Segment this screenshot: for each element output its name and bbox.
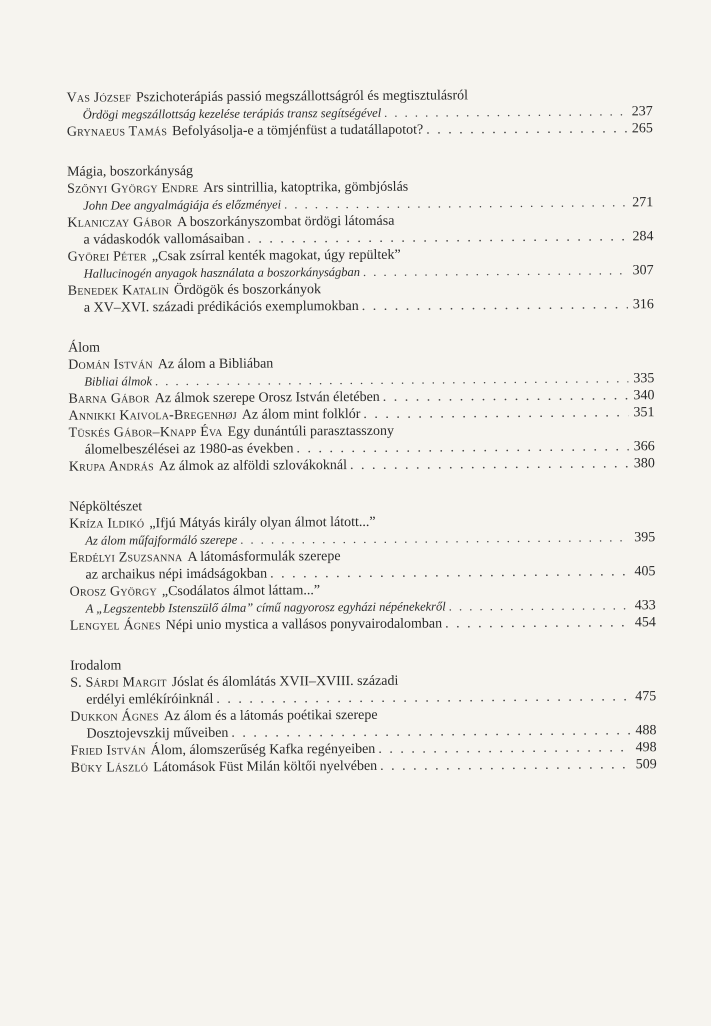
entry-author: Domán István [68,357,153,373]
dot-leader [270,563,630,582]
dot-leader [445,614,630,632]
dot-leader [383,387,629,406]
entry-title: „Csodálatos álmot láttam...” [161,583,321,600]
entry-title: Az álom mint folklór [241,406,361,423]
toc-entry [70,614,656,635]
entry-title: Az álmok az alföldi szlovákoknál [158,458,348,475]
page-number: 307 [632,263,654,279]
toc-entry [69,546,655,584]
entry-title: Pszichoterápiás passió megszállottságról és megtisztulásról [135,88,469,106]
toc-section [68,336,655,476]
page-number: 265 [631,121,653,137]
toc-entry [67,211,653,249]
entry-subtitle-line [68,262,654,283]
entry-title-continued: a XV–XVI. századi prédikációs exemplumokban [83,298,359,316]
page-number: 395 [634,530,656,546]
dot-leader [363,404,628,423]
page-number: 366 [633,439,655,455]
entry-title-continued: a vádaskodók vallomásaiban [83,231,245,248]
dot-leader [296,438,628,457]
entry-author: Györei Péter [67,249,147,265]
entry-first-line [69,455,655,476]
entry-first-line [70,614,656,635]
entry-author: Lengyel Ágnes [69,618,161,634]
page-number: 498 [635,740,657,756]
page-number: 271 [632,195,654,211]
entry-continuation-line [69,563,655,584]
toc-section [70,654,657,777]
toc-entry [68,245,654,283]
dot-leader [216,688,630,708]
entry-author: Büky László [70,760,149,776]
entry-author: Szőnyi György Endre [67,180,199,197]
entry-title: Az álmok szerepe Orosz István életében [154,389,380,407]
entry-author: Erdélyi Zsuzsanna [69,550,183,566]
entry-first-line [71,756,657,777]
page-number: 405 [634,564,656,580]
entry-subtitle: Bibliai álmok [84,374,153,389]
page-number: 475 [635,689,657,705]
entry-title: Az álom és a látomás poétikai szerepe [163,707,378,725]
entry-continuation-line [67,228,653,249]
toc-section [67,160,654,317]
dot-leader [426,120,627,138]
dot-leader [380,756,631,775]
toc-entry [69,455,655,476]
section-heading: Népköltészet [69,499,143,515]
dot-leader [363,262,628,281]
entry-title-continued: Dosztojevszkij műveiben [86,725,229,742]
section-heading: Álom [68,340,101,356]
entry-subtitle-line [69,529,655,550]
section-heading: Mágia, boszorkányság [67,163,194,180]
toc-entry [69,421,655,459]
entry-author: Fried István [70,743,146,759]
dot-leader [350,455,629,474]
page-number: 454 [634,615,656,631]
toc-entry [68,353,654,391]
entry-title: A boszorkányszombat ördögi látomása [177,213,395,231]
entry-title-continued: az archaikus népi imádságokban [85,566,268,583]
dot-leader [284,194,627,213]
entry-subtitle: Hallucinogén anyagok használata a boszorkányságban [83,264,361,281]
page-number: 433 [634,598,656,614]
entry-title: Egy dunántúli parasztasszony [227,423,394,440]
table-of-contents [67,86,657,800]
page-number: 380 [633,456,655,472]
entry-author: Annikki Kaivola-Bregenhøj [68,407,237,424]
entry-continuation-line [70,688,656,709]
entry-author: Tüskés Gábor–Knapp Éva [68,424,223,441]
entry-subtitle: A „Legszentebb Istenszülő álma” című nagyorosz egyházi népénekekről [85,599,446,616]
entry-subtitle: Az álom műfajformáló szerepe [85,532,238,548]
dot-leader [362,296,628,315]
toc-entry [71,756,657,777]
dot-leader [449,597,630,615]
page-number: 237 [631,104,653,120]
toc-entry [68,404,654,425]
entry-author: Klaniczay Gábor [67,215,173,231]
toc-entry [67,86,653,124]
toc-entry [70,671,656,709]
entry-title: Az álom a Bibliában [157,356,274,373]
page-number: 509 [635,757,657,773]
entry-author: Grynaeus Tamás [66,124,168,140]
entry-title: Látomások Füst Milán költői nyelvében [153,758,378,776]
entry-subtitle-line [67,194,653,215]
page-number: 335 [633,371,655,387]
toc-entry [70,705,656,743]
page-number: 316 [632,297,654,313]
toc-section [67,86,653,141]
toc-entry [67,120,653,141]
toc-entry [69,512,655,550]
entry-first-line [67,120,653,141]
page-number: 351 [633,405,655,421]
entry-author: S. Sárdi Margit [70,675,167,691]
entry-title: „Csak zsírral kenték magokat, úgy repültek” [151,247,401,265]
entry-author: Kríza Ildikó [69,516,145,532]
entry-author: Orosz György [69,584,157,600]
entry-title: Álom, álomszerűség Kafka regényeiben [150,741,376,759]
entry-title: Ars sintrillia, katoptrika, gömbjóslás [203,179,409,196]
section-heading: Irodalom [70,658,122,674]
entry-author: Barna Gábor [68,391,150,407]
dot-leader [247,228,627,247]
dot-leader [240,529,629,548]
page-number: 488 [635,723,657,739]
page-number: 284 [632,229,654,245]
entry-author: Benedek Katalin [67,283,170,299]
entry-title-continued: erdélyi emlékíróinknál [86,691,214,708]
toc-entry [68,279,654,317]
dot-leader [378,739,630,758]
entry-title: Népi unio mystica a vallásos ponyvairodalomban [165,616,443,634]
toc-entry [67,177,653,215]
toc-section [69,495,656,635]
dot-leader [384,103,627,121]
entry-title-continued: álomelbeszélései az 1980-as években [84,441,294,458]
entry-subtitle: Ördögi megszállottság kezelése terápiás transz segítségével [82,105,382,122]
entry-title: Befolyásolja-e a tömjénfüst a tudatállapotot? [172,122,424,140]
entry-title: A látomásformulák szerepe [187,549,341,566]
entry-continuation-line [68,296,654,317]
entry-subtitle: John Dee angyalmágiája és előzményei [83,197,282,213]
entry-title: Jóslat és álomlátás XVII–XVIII. századi [171,673,399,691]
page-number: 340 [633,388,655,404]
entry-first-line [68,404,654,425]
entry-author: Dukkon Ágnes [70,709,159,725]
entry-title: Ördögök és boszorkányok [173,282,322,299]
entry-author: Vas József [66,90,132,106]
entry-title: „Ifjú Mátyás király olyan álmot látott...” [149,514,376,532]
entry-author: Krupa András [68,459,154,475]
toc-entry [70,580,656,618]
